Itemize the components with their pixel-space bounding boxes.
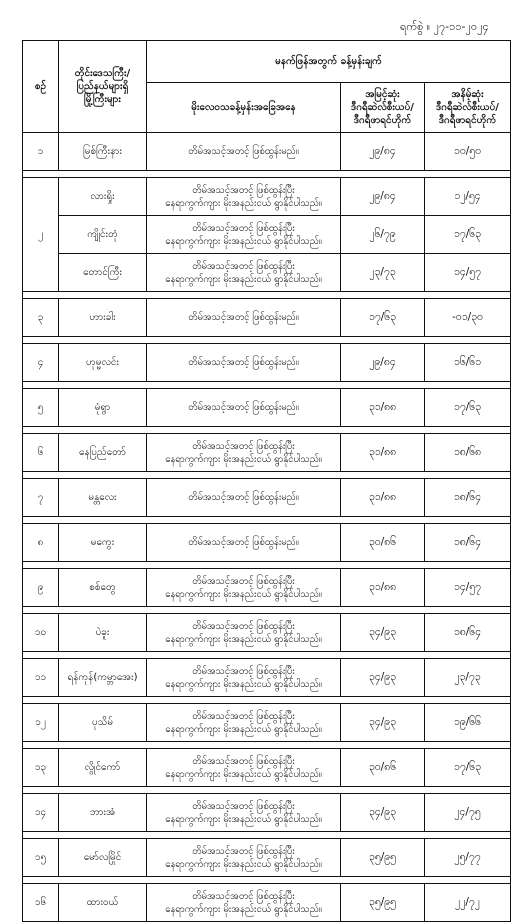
- min-temperature: ၁၆/၆၁: [425, 344, 511, 382]
- weather-condition: [147, 254, 341, 292]
- table-row: [23, 749, 511, 787]
- condition-line: နေရာကွက်ကျား မိုးအနည်းငယ် ရွာနိုင်ပါသည်။: [165, 678, 322, 690]
- condition-line: နေရာကွက်ကျား မိုးအနည်းငယ် ရွာနိုင်ပါသည်။: [165, 723, 322, 735]
- max-temperature: ၂၃/၇၃: [341, 254, 425, 292]
- max-temperature: ၂၆/၇၉: [341, 216, 425, 254]
- weather-condition: [147, 524, 341, 562]
- row-separator: [23, 832, 511, 839]
- condition-line: နေရာကွက်ကျား မိုးအနည်းငယ် ရွာနိုင်ပါသည်။: [165, 588, 322, 600]
- table-row: [23, 614, 511, 652]
- city-name: မြစ်ကြီးနား: [59, 133, 147, 171]
- weather-condition: [147, 133, 341, 171]
- header-forecast-group: မနက်ဖြန်အတွက် ခန့်မှန်းချက်: [147, 41, 511, 83]
- table-row: [23, 884, 511, 922]
- city-name: ဘားအံ: [59, 794, 147, 832]
- min-temperature: ၁၈/၆၈: [425, 434, 511, 472]
- row-number: ၆: [23, 434, 59, 472]
- table-row: [23, 389, 511, 427]
- city-name: တောင်ကြီး: [59, 254, 147, 292]
- header-min-temp: အနိမ့်ဆုံး ဒီဂရီဆဲလ်စီးယပ်/ ဒီဂရီဖာရင်ဟိုက်: [425, 83, 511, 133]
- table-row: [23, 569, 511, 607]
- max-temperature: ၃၄/၉၃: [341, 704, 425, 742]
- forecast-table: [22, 40, 511, 922]
- min-temperature: ၁၂/၅၄: [425, 178, 511, 216]
- weather-condition: [147, 569, 341, 607]
- table-row: [23, 299, 511, 337]
- row-number: ၄: [23, 344, 59, 382]
- condition-line: တိမ်အသင့်အတင့် ဖြစ်ထွန်းပြီး: [192, 222, 295, 234]
- city-name: ဟုမ္မလင်း: [59, 344, 147, 382]
- header-no: စဉ်: [23, 41, 59, 133]
- min-temperature: ၁၄/၅၇: [425, 569, 511, 607]
- condition-line: နေရာကွက်ကျား မိုးအနည်းငယ် ရွာနိုင်ပါသည်။: [165, 235, 322, 247]
- max-temperature: ၃၅/၉၅: [341, 839, 425, 877]
- min-temperature: ၁၈/၆၄: [425, 479, 511, 517]
- condition-line: တိမ်အသင့်အတင့် ဖြစ်ထွန်းပြီး: [192, 800, 295, 812]
- max-temperature: ၂၉/၈၄: [341, 178, 425, 216]
- condition-line: တိမ်အသင့်အတင့် ဖြစ်ထွန်းပြီး: [192, 845, 295, 857]
- max-temperature: ၁၇/၆၃: [341, 299, 425, 337]
- max-temperature: ၃၄/၉၃: [341, 614, 425, 652]
- row-separator: [23, 877, 511, 884]
- condition-line: တိမ်အသင့်အတင့် ဖြစ်ထွန်းပြီး: [192, 620, 295, 632]
- max-temperature: ၃၀/၈၆: [341, 524, 425, 562]
- row-separator: [23, 171, 511, 178]
- row-number: ၁၀: [23, 614, 59, 652]
- table-row: [23, 344, 511, 382]
- weather-condition: [147, 216, 341, 254]
- table-row: [23, 839, 511, 877]
- condition-line: နေရာကွက်ကျား မိုးအနည်းငယ် ရွာနိုင်ပါသည်။: [165, 813, 322, 825]
- min-temperature: ၁၈/၆၄: [425, 614, 511, 652]
- condition-line: တိမ်အသင့်အတင့် ဖြစ်ထွန်းမည်။: [188, 146, 299, 157]
- table-row: [23, 524, 511, 562]
- condition-line: တိမ်အသင့်အတင့် ဖြစ်ထွန်းမည်။: [188, 357, 299, 368]
- weather-condition: [147, 479, 341, 517]
- row-separator: [23, 427, 511, 434]
- city-name: မန္တလေး: [59, 479, 147, 517]
- condition-line: တိမ်အသင့်အတင့် ဖြစ်ထွန်းပြီး: [192, 440, 295, 452]
- row-number: ၁၂: [23, 704, 59, 742]
- weather-condition: [147, 614, 341, 652]
- table-row: [23, 133, 511, 171]
- row-separator: [23, 697, 511, 704]
- max-temperature: ၃၁/၈၈: [341, 569, 425, 607]
- city-name: ပုသိမ်: [59, 704, 147, 742]
- row-number: ၇: [23, 479, 59, 517]
- max-temperature: ၃၅/၉၅: [341, 884, 425, 922]
- report-date: ရက်စွဲ ။ ၂၇-၁၁-၂၀၂၄: [400, 20, 489, 33]
- row-number: ၁၅: [23, 839, 59, 877]
- condition-line: နေရာကွက်ကျား မိုးအနည်းငယ် ရွာနိုင်ပါသည်။: [165, 903, 322, 915]
- condition-line: တိမ်အသင့်အတင့် ဖြစ်ထွန်းမည်။: [188, 312, 299, 323]
- condition-line: နေရာကွက်ကျား မိုးအနည်းငယ် ရွာနိုင်ပါသည်။: [165, 273, 322, 285]
- condition-line: နေရာကွက်ကျား မိုးအနည်းငယ် ရွာနိုင်ပါသည်။: [165, 633, 322, 645]
- max-temperature: ၃၁/၈၈: [341, 479, 425, 517]
- condition-line: တိမ်အသင့်အတင့် ဖြစ်ထွန်းပြီး: [192, 665, 295, 677]
- city-name: ကျိုင်းတုံ: [59, 216, 147, 254]
- row-separator: [23, 472, 511, 479]
- city-name: ပဲခူး: [59, 614, 147, 652]
- row-separator: [23, 292, 511, 299]
- min-temperature: -၀၁/၃၀: [425, 299, 511, 337]
- row-separator: [23, 562, 511, 569]
- weather-condition: [147, 178, 341, 216]
- min-temperature: ၁၄/၅၇: [425, 254, 511, 292]
- weather-condition: [147, 434, 341, 472]
- row-number: ၁၃: [23, 749, 59, 787]
- header-region: တိုင်းဒေသကြီး/ ပြည်နယ်များရှိ မြို့ကြီးများ: [59, 41, 147, 133]
- condition-line: တိမ်အသင့်အတင့် ဖြစ်ထွန်းပြီး: [192, 755, 295, 767]
- header-condition: မိုးလေဝသခန့်မှန်းအခြေအနေ: [147, 83, 341, 133]
- max-temperature: ၂၉/၈၄: [341, 344, 425, 382]
- row-separator: [23, 652, 511, 659]
- row-number: ၅: [23, 389, 59, 427]
- weather-condition: [147, 749, 341, 787]
- min-temperature: ၂၅/၇၇: [425, 839, 511, 877]
- weather-condition: [147, 794, 341, 832]
- city-name: မုံရွာ: [59, 389, 147, 427]
- condition-line: တိမ်အသင့်အတင့် ဖြစ်ထွန်းပြီး: [192, 575, 295, 587]
- condition-line: နေရာကွက်ကျား မိုးအနည်းငယ် ရွာနိုင်ပါသည်။: [165, 858, 322, 870]
- condition-line: နေရာကွက်ကျား မိုးအနည်းငယ် ရွာနိုင်ပါသည်။: [165, 453, 322, 465]
- table-row: [23, 434, 511, 472]
- condition-line: တိမ်အသင့်အတင့် ဖြစ်ထွန်းမည်။: [188, 402, 299, 413]
- row-number: ၂: [23, 178, 59, 292]
- table-row: [23, 216, 511, 254]
- max-temperature: ၃၄/၉၃: [341, 659, 425, 697]
- weather-condition: [147, 704, 341, 742]
- condition-line: နေရာကွက်ကျား မိုးအနည်းငယ် ရွာနိုင်ပါသည်။: [165, 768, 322, 780]
- max-temperature: ၃၁/၈၈: [341, 389, 425, 427]
- header-max-temp: အမြင့်ဆုံး ဒီဂရီဆဲလ်စီးယပ်/ ဒီဂရီဖာရင်ဟိုက်: [341, 83, 425, 133]
- condition-line: တိမ်အသင့်အတင့် ဖြစ်ထွန်းပြီး: [192, 260, 295, 272]
- min-temperature: ၁၇/၆၃: [425, 749, 511, 787]
- condition-line: တိမ်အသင့်အတင့် ဖြစ်ထွန်းပြီး: [192, 710, 295, 722]
- city-name: လွိုင်ကော်: [59, 749, 147, 787]
- min-temperature: ၁၈/၆၄: [425, 524, 511, 562]
- weather-condition: [147, 344, 341, 382]
- row-separator: [23, 517, 511, 524]
- row-separator: [23, 337, 511, 344]
- weather-condition: [147, 884, 341, 922]
- max-temperature: ၃၄/၉၃: [341, 794, 425, 832]
- condition-line: တိမ်အသင့်အတင့် ဖြစ်ထွန်းပြီး: [192, 890, 295, 902]
- row-number: ၃: [23, 299, 59, 337]
- table-row: [23, 479, 511, 517]
- row-separator: [23, 787, 511, 794]
- row-separator: [23, 382, 511, 389]
- condition-line: တိမ်အသင့်အတင့် ဖြစ်ထွန်းပြီး: [192, 184, 295, 196]
- row-number: ၈: [23, 524, 59, 562]
- city-name: လားရှိုး: [59, 178, 147, 216]
- city-name: ရန်ကုန်(ကမ္ဘာအေး): [59, 659, 147, 697]
- min-temperature: ၁၀/၅၀: [425, 133, 511, 171]
- table-row: [23, 794, 511, 832]
- table-row: [23, 659, 511, 697]
- table-row: [23, 178, 511, 216]
- weather-condition: [147, 659, 341, 697]
- city-name: မကွေး: [59, 524, 147, 562]
- condition-line: တိမ်အသင့်အတင့် ဖြစ်ထွန်းမည်။: [188, 492, 299, 503]
- city-name: ထားဝယ်: [59, 884, 147, 922]
- city-name: ဟားခါး: [59, 299, 147, 337]
- row-number: ၁: [23, 133, 59, 171]
- min-temperature: ၁၇/၆၃: [425, 216, 511, 254]
- table-row: [23, 704, 511, 742]
- weather-condition: [147, 299, 341, 337]
- row-number: ၁၆: [23, 884, 59, 922]
- forecast-table-body: [23, 133, 511, 922]
- row-separator: [23, 742, 511, 749]
- max-temperature: ၃၁/၈၈: [341, 434, 425, 472]
- city-name: မော်လမြိုင်: [59, 839, 147, 877]
- row-number: ၁၁: [23, 659, 59, 697]
- min-temperature: ၂၂/၇၂: [425, 884, 511, 922]
- city-name: စစ်တွေ: [59, 569, 147, 607]
- city-name: နေပြည်တော်: [59, 434, 147, 472]
- row-number: ၁၄: [23, 794, 59, 832]
- condition-line: တိမ်အသင့်အတင့် ဖြစ်ထွန်းမည်။: [188, 537, 299, 548]
- weather-condition: [147, 839, 341, 877]
- max-temperature: ၂၉/၈၄: [341, 133, 425, 171]
- table-row: [23, 254, 511, 292]
- min-temperature: ၂၄/၇၅: [425, 794, 511, 832]
- row-separator: [23, 607, 511, 614]
- min-temperature: ၁၇/၆၃: [425, 389, 511, 427]
- min-temperature: ၂၃/၇၃: [425, 659, 511, 697]
- row-number: ၉: [23, 569, 59, 607]
- weather-condition: [147, 389, 341, 427]
- condition-line: နေရာကွက်ကျား မိုးအနည်းငယ် ရွာနိုင်ပါသည်။: [165, 197, 322, 209]
- min-temperature: ၁၉/၆၆: [425, 704, 511, 742]
- max-temperature: ၃၀/၈၆: [341, 749, 425, 787]
